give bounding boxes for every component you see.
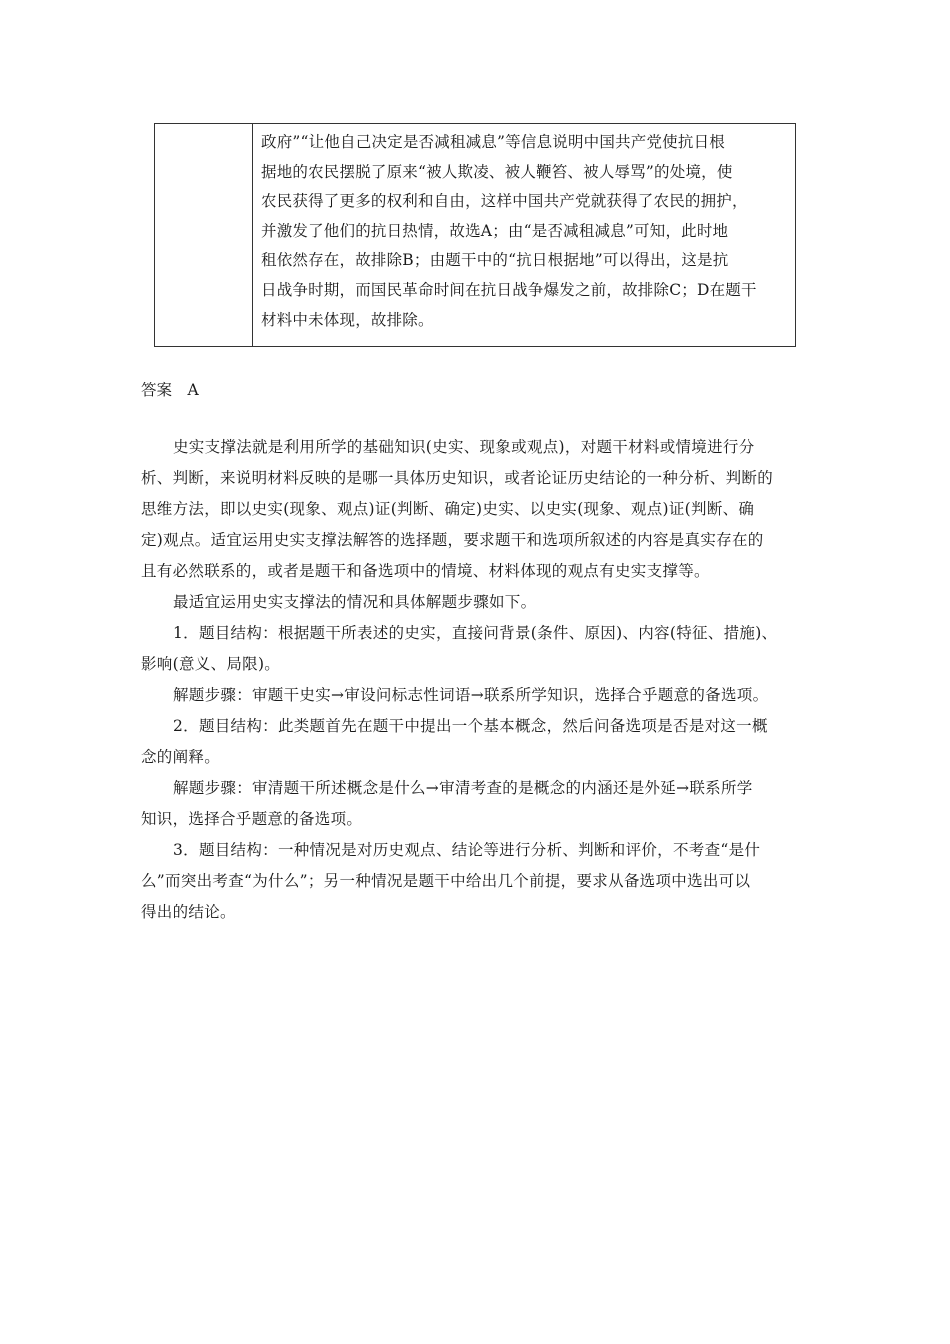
method-explanation [141, 432, 821, 928]
table-text-line: 日战争时期，而国民革命时间在抗日战争爆发之前，故排除C；D在题干 [261, 280, 757, 299]
paragraph-line: 思维方法，即以史实(现象、观点)证(判断、确定)史实、以史实(现象、观点)证(判断、确 [141, 500, 755, 518]
paragraph-line: 解题步骤：审清题干所述概念是什么→审清考查的是概念的内涵还是外延→联系所学 [173, 779, 753, 797]
table-content-cell [253, 124, 795, 346]
answer-line: 答案 A [141, 381, 199, 399]
paragraph-line: 史实支撑法就是利用所学的基础知识(史实、现象或观点)，对题干材料或情境进行分 [173, 438, 755, 456]
table-text-line: 材料中未体现，故排除。 [261, 310, 434, 329]
paragraph-line: 知识，选择合乎题意的备选项。 [141, 810, 363, 828]
table-text-line: 农民获得了更多的权利和自由，这样中国共产党就获得了农民的拥护， [261, 192, 748, 211]
paragraph-line: 且有必然联系的，或者是题干和备选项中的情境、材料体现的观点有史实支撑等。 [141, 562, 710, 580]
paragraph-line: 解题步骤：审题干史实→审设问标志性词语→联系所学知识，选择合乎题意的备选项。 [173, 686, 769, 704]
paragraph-line: 1．题目结构：根据题干所表述的史实，直接问背景(条件、原因)、内容(特征、措施)、 [173, 624, 778, 642]
table-text-line: 据地的农民摆脱了原来“被人欺凌、被人鞭笞、被人辱骂”的处境，使 [261, 162, 733, 181]
table-text-line: 政府”“让他自己决定是否减租减息”等信息说明中国共产党使抗日根 [261, 133, 725, 151]
paragraph-line: 影响(意义、局限)。 [141, 655, 281, 673]
paragraph-line: 析、判断，来说明材料反映的是哪一具体历史知识，或者论证历史结论的一种分析、判断的 [141, 469, 774, 487]
paragraph-line: 定)观点。适宜运用史实支撑法解答的选择题，要求题干和选项所叙述的内容是真实存在的 [141, 531, 764, 549]
table-label-cell [155, 124, 253, 346]
paragraph-line: 2．题目结构：此类题首先在题干中提出一个基本概念，然后问备选项是否是对这一概 [173, 717, 768, 735]
paragraph-line: 得出的结论。 [141, 903, 236, 921]
paragraph-line: 最适宜运用史实支撑法的情况和具体解题步骤如下。 [173, 593, 537, 611]
paragraph-line: 3．题目结构：一种情况是对历史观点、结论等进行分析、判断和评价，不考查“是什 [173, 841, 761, 859]
table-text-line: 并激发了他们的抗日热情，故选A；由“是否减租减息”可知，此时地 [261, 221, 729, 240]
table-text-line: 租依然存在，故排除B；由题干中的“抗日根据地”可以得出，这是抗 [261, 251, 729, 270]
analysis-table [154, 123, 796, 347]
paragraph-line: 念的阐释。 [141, 748, 221, 766]
paragraph-line: 么”而突出考查“为什么”；另一种情况是题干中给出几个前提，要求从备选项中选出可以 [141, 872, 751, 890]
